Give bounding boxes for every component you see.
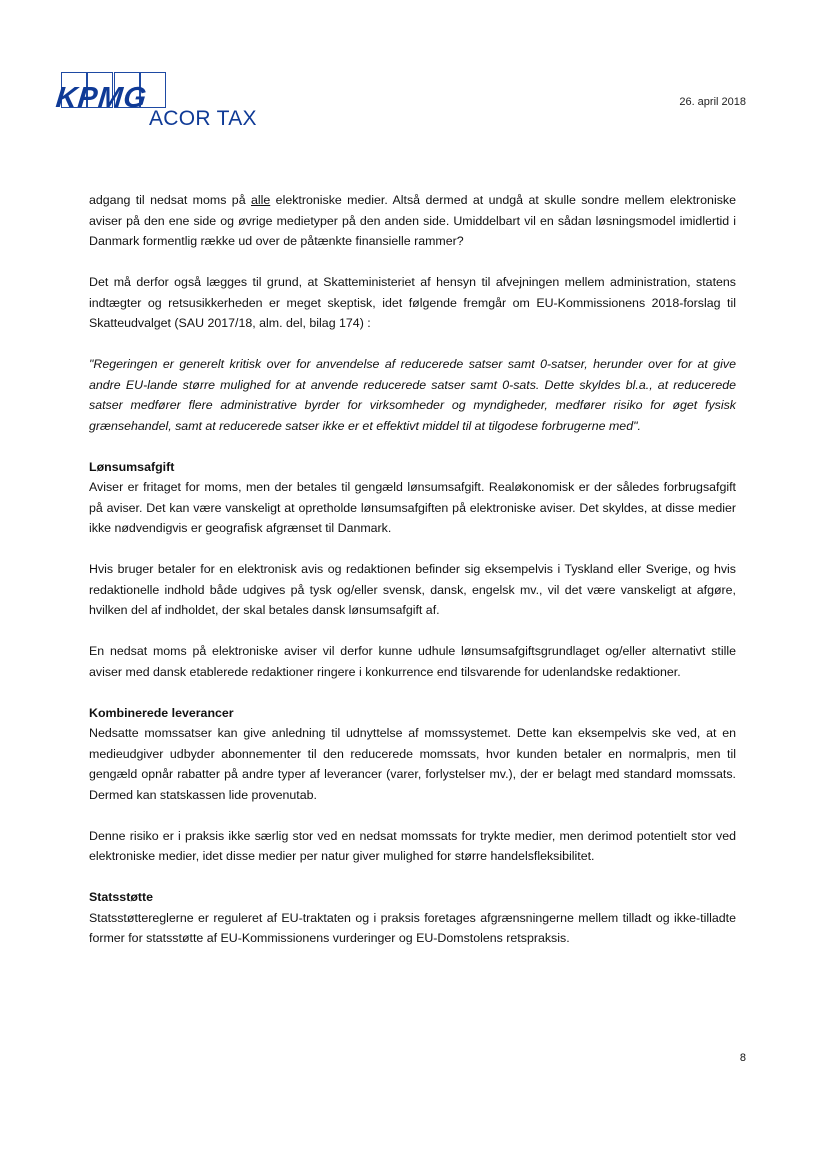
logo-kpmg-text: KPMG bbox=[54, 82, 149, 114]
heading-statsstotte: Statsstøtte bbox=[89, 890, 154, 904]
underlined-word: alle bbox=[250, 193, 271, 207]
heading-lonsumsafgift: Lønsumsafgift bbox=[89, 459, 175, 474]
heading-kombinerede-leverancer: Kombinerede leverancer bbox=[89, 705, 234, 720]
paragraph-4: Hvis bruger betaler for en elektronisk avis og redaktionen befinder sig eksempelvis i Tyskland eller Sverige, og hvis redaktionelle indhold både udgives på tysk og/eller svensk, dansk, engelsk mv., vil det være vanskeligt at afgøre, hvilken del af indholdet, der skal betales dansk lønsumsafgift af. bbox=[89, 562, 736, 617]
paragraph-2: Det må derfor også lægges til grund, at Skatteministeriet af hensyn til afvejningen mellem administration, statens indtægter og retsusikkerheden er meget skeptisk, idet følgende fremgår om EU-Kommissionens 2018-forslag til Skatteudvalget (SAU 2017/18, alm. del, bilag 174) : bbox=[89, 275, 736, 330]
paragraph-8: Statsstøttereglerne er reguleret af EU-traktaten og i praksis foretages afgrænsningerne mellem tilladt og ikke-tilladte former for statsstøtte af EU-Kommissionens vurderinger og EU-Domstolens retspraksis. bbox=[89, 910, 736, 945]
paragraph-5: En nedsat moms på elektroniske aviser vil derfor kunne udhule lønsumsafgiftsgrundlaget og/eller alternativt stille aviser med dansk etablerede redaktioner ringere i konkurrence end tilsvarende for udenlandske redaktioner. bbox=[89, 644, 736, 679]
document-date: 26. april 2018 bbox=[679, 96, 746, 108]
document-body bbox=[89, 190, 736, 969]
logo-acor-text: ACOR TAX bbox=[149, 107, 257, 130]
paragraph-1: adgang til nedsat moms på alle elektroniske medier. Altså dermed at undgå at skulle sondre mellem elektroniske aviser på den ene side og øvrige medietyper på den anden side. Umiddelbart vil en sådan løsningsmodel imidlertid i Danmark formentlig række ud over de påtænkte finansielle rammer? bbox=[89, 193, 736, 248]
paragraph-3: Aviser er fritaget for moms, men der betales til gengæld lønsumsafgift. Realøkonomisk er der således forbrugsafgift på aviser. Det kan være vanskeligt at opretholde lønsumsafgiften på elektroniske aviser. Det skyldes, at disse medier ikke nødvendigvis er geografisk afgrænset til Danmark. bbox=[89, 480, 736, 535]
quote-paragraph: "Regeringen er generelt kritisk over for anvendelse af reducerede satser samt 0-satser, herunder over for at give andre EU-lande større mulighed for at anvende reducerede satser samt 0-sats. Dette skyldes bl.a., at reducerede satser medfører flere administrative byrder for virksomheder og myndigheder, medfører risiko for øget fysisk grænsehandel, samt at reducerede satser ikke er et effektivt middel til at tilgodese forbrugerne med". bbox=[89, 357, 736, 433]
page-number: 8 bbox=[739, 1052, 746, 1064]
paragraph-6: Nedsatte momssatser kan give anledning til udnyttelse af momssystemet. Dette kan eksempelvis ske ved, at en medieudgiver udbyder abonnementer til den reducerede momssats, hvor kunden betaler en normalpris, men til gengæld opnår rabatter på andre typer af leverancer (varer, forlystelser mv.), der er belagt med standard momssats. Dermed kan statskassen lide provenutab. bbox=[89, 726, 736, 802]
kpmg-acor-tax-logo bbox=[56, 72, 266, 134]
paragraph-7: Denne risiko er i praksis ikke særlig stor ved en nedsat momssats for trykte medier, men derimod potentielt stor ved elektroniske medier, idet disse medier per natur giver mulighed for større handelsfleksibilitet. bbox=[89, 828, 736, 863]
